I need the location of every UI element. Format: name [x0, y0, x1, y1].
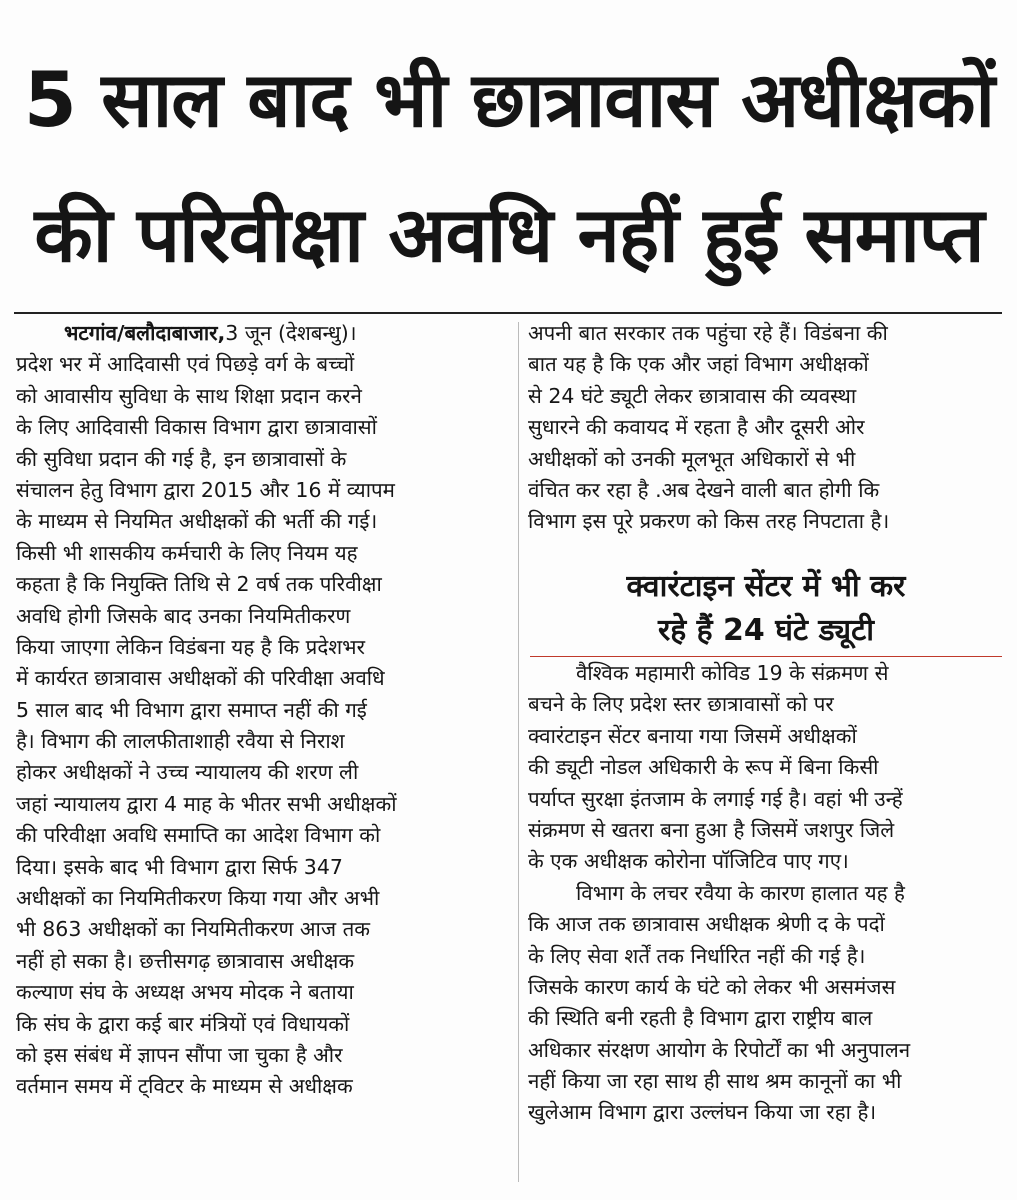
article-line: बात यह है कि एक और जहां विभाग अधीक्षकों	[528, 352, 869, 377]
article-line: है। विभाग की लालफीताशाही रवैया से निराश	[16, 729, 345, 754]
article-line: की स्थिति बनी रहती है विभाग द्वारा राष्ट्रीय बाल	[528, 1006, 873, 1031]
headline-line-2: की परिवीक्षा अवधि नहीं हुई समाप्त	[34, 190, 984, 279]
article-line: अधिकार संरक्षण आयोग के रिपोर्टों का भी अनुपालन	[528, 1037, 911, 1062]
article-line: की परिवीक्षा अवधि समाप्ति का आदेश विभाग को	[16, 823, 381, 848]
article-line: होकर अधीक्षकों ने उच्च न्यायालय की शरण ली	[16, 760, 359, 785]
article-line: क्वारंटाइन सेंटर बनाया गया जिसमें अधीक्षकों	[528, 723, 857, 748]
article-line: अधीक्षकों का नियमितीकरण किया गया और अभी	[16, 886, 380, 911]
headline-line-1: 5 साल बाद भी छात्रावास अधीक्षकों	[23, 55, 995, 144]
article-line: वर्तमान समय में ट्विटर के माध्यम से अधीक्षक	[16, 1074, 353, 1099]
subheading-line-2: रहे हैं 24 घंटे ड्यूटी	[657, 613, 874, 648]
article-line: बचने के लिए प्रदेश स्तर छात्रावासों को पर	[528, 692, 834, 717]
article-line: की सुविधा प्रदान की गई है, इन छात्रावासों के	[16, 446, 347, 471]
subheading-line-1: क्वारंटाइन सेंटर में भी कर	[626, 569, 906, 604]
right-column-top	[528, 318, 1004, 538]
article-line: के एक अधीक्षक कोरोना पॉजिटिव पाए गए।	[528, 849, 849, 874]
headline-divider	[14, 312, 1002, 314]
article-line	[16, 318, 512, 349]
article-line: नहीं किया जा रहा साथ ही साथ श्रम कानूनों का भी	[528, 1069, 902, 1094]
column-divider	[518, 322, 519, 1182]
article-line: अवधि होगी जिसके बाद उनका नियमितीकरण	[16, 603, 351, 628]
article-line: से 24 घंटे ड्यूटी लेकर छात्रावास की व्यवस्था	[528, 383, 857, 408]
article-line: के माध्यम से नियमित अधीक्षकों की भर्ती की गई।	[16, 509, 378, 534]
article-line: में कार्यरत छात्रावास अधीक्षकों की परिवीक्षा अवधि	[16, 666, 385, 691]
article-line: वैश्विक महामारी कोविड 19 के संक्रमण से	[576, 661, 889, 685]
article-line: नहीं हो सका है। छत्तीसगढ़ छात्रावास अधीक्षक	[16, 948, 355, 973]
article-line: को इस संबंध में ज्ञापन सौंपा जा चुका है और	[16, 1042, 343, 1067]
dateline-source: 3 जून (देशबन्धु)।	[225, 321, 357, 345]
article-line: विभाग के लचर रवैया के कारण हालात यह है	[576, 880, 905, 905]
article-line: 5 साल बाद भी विभाग द्वारा समाप्त नहीं की गई	[16, 697, 367, 722]
article-line: किया जाएगा लेकिन विडंबना यह है कि प्रदेशभर	[16, 634, 365, 659]
article-line: जहां न्यायालय द्वारा 4 माह के भीतर सभी अधीक्षकों	[16, 791, 397, 816]
article-line: पर्याप्त सुरक्षा इंतजाम के लगाई गई है। वहां भी उन्हें	[528, 786, 903, 811]
article-line: खुलेआम विभाग द्वारा उल्लंघन किया जा रहा है।	[528, 1100, 877, 1125]
article-line: संचालन हेतु विभाग द्वारा 2015 और 16 में व्यापम	[16, 477, 395, 502]
article-line: भी 863 अधीक्षकों का नियमितीकरण आज तक	[16, 917, 371, 942]
article-line: सुधारने की कवायद में रहता है और दूसरी ओर	[528, 415, 865, 440]
article-line: विभाग इस पूरे प्रकरण को किस तरह निपटाता है।	[528, 509, 890, 534]
article-line: संक्रमण से खतरा बना हुआ है जिसमें जशपुर जिले	[528, 817, 895, 842]
article-line: कि संघ के द्वारा कई बार मंत्रियों एवं विधायकों	[16, 1011, 350, 1036]
left-column	[16, 318, 512, 1103]
article-line: के लिए सेवा शर्तें तक निर्धारित नहीं की गई है।	[528, 943, 866, 968]
subheading-divider	[530, 656, 1002, 657]
article-line: कल्याण संघ के अध्यक्ष अभय मोदक ने बताया	[16, 980, 354, 1005]
dateline: भटगांव/बलौदाबाजार,	[64, 321, 226, 345]
right-column-bottom	[528, 658, 1004, 1129]
article-line: कहता है कि नियुक्ति तिथि से 2 वर्ष तक परिवीक्षा	[16, 572, 382, 597]
article-line: जिसके कारण कार्य के घंटे को लेकर भी असमंजस	[528, 974, 896, 999]
article-line: दिया। इसके बाद भी विभाग द्वारा सिर्फ 347	[16, 854, 343, 879]
article-line: अपनी बात सरकार तक पहुंचा रहे हैं। विडंबना की	[528, 321, 888, 345]
article-line: की ड्यूटी नोडल अधिकारी के रूप में बिना किसी	[528, 755, 879, 780]
article-line: को आवासीय सुविधा के साथ शिक्षा प्रदान करने	[16, 383, 362, 408]
article-line: किसी भी शासकीय कर्मचारी के लिए नियम यह	[16, 540, 358, 565]
article-line: वंचित कर रहा है .अब देखने वाली बात होगी कि	[528, 477, 880, 502]
article-line: कि आज तक छात्रावास अधीक्षक श्रेणी द के पदों	[528, 912, 885, 937]
article-line: प्रदेश भर में आदिवासी एवं पिछड़े वर्ग के बच्चों	[16, 352, 355, 377]
article-line: के लिए आदिवासी विकास विभाग द्वारा छात्रावासों	[16, 415, 377, 440]
article-line: अधीक्षकों को उनकी मूलभूत अधिकारों से भी	[528, 446, 856, 471]
